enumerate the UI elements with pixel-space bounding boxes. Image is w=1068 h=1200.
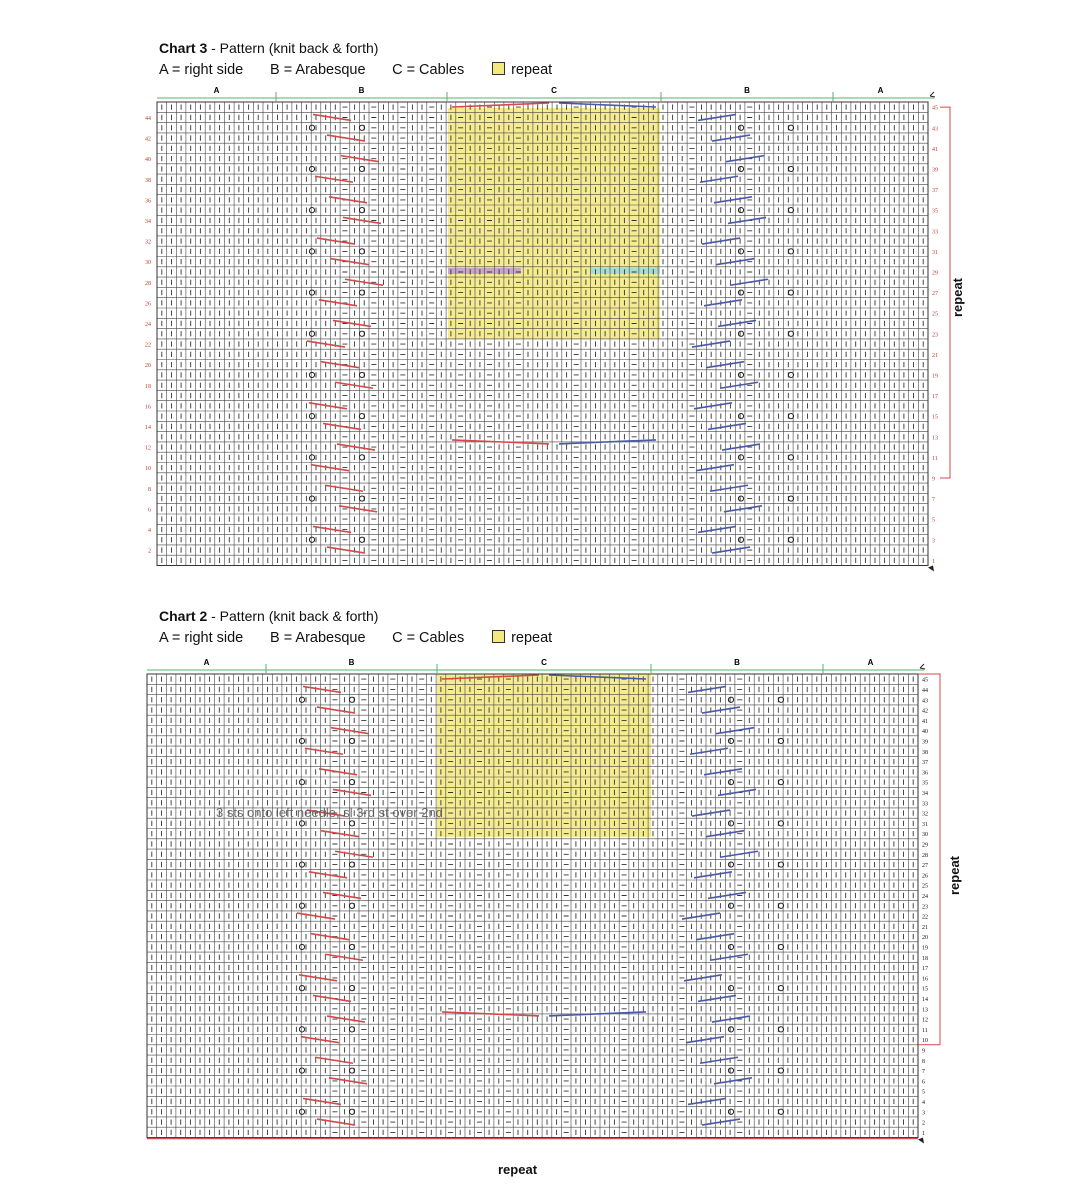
row-number-right: 29	[932, 270, 938, 277]
row-number-left: 32	[145, 239, 151, 246]
chart3-title-rest: - Pattern (knit back & forth)	[207, 40, 379, 56]
row-number-right: 20	[922, 935, 928, 942]
row-number-right: 15	[932, 414, 938, 421]
row-number-right: 30	[922, 832, 928, 839]
row-number-right: 29	[922, 842, 928, 849]
cable-left-stroke	[323, 892, 361, 898]
arabesque-circle-icon	[309, 372, 314, 377]
section-label: B	[734, 658, 740, 667]
row-number-right: 13	[922, 1007, 928, 1014]
row-number-right: 3	[922, 1110, 925, 1117]
row-number-left: 8	[148, 486, 151, 493]
row-number-right: 19	[932, 373, 938, 380]
row-number-right: 45	[932, 105, 938, 112]
row-number-left: 24	[145, 322, 151, 329]
cable-left-stroke	[309, 403, 347, 409]
chart3-legend	[159, 62, 552, 78]
row-number-left: 12	[145, 445, 151, 452]
arabesque-circle-icon	[728, 903, 733, 908]
arabesque-circle-icon	[299, 862, 304, 867]
chart2-title-bold: Chart 2	[159, 608, 208, 624]
cable-right-stroke	[730, 279, 768, 285]
legend-c: C = Cables	[392, 630, 465, 646]
row-number-right: 17	[922, 966, 928, 973]
row-number-right: 13	[932, 435, 938, 442]
chart2-bottom-repeat-label: repeat	[498, 1162, 538, 1177]
arabesque-circle-icon	[728, 1109, 733, 1114]
row-number-right: 5	[922, 1089, 925, 1096]
cable-right-stroke	[714, 1078, 752, 1084]
row-number-right: 27	[932, 291, 938, 298]
arabesque-circle-icon	[728, 986, 733, 991]
row-number-right: 6	[922, 1079, 925, 1086]
arabesque-circle-icon	[309, 537, 314, 542]
row-number-left: 26	[145, 301, 151, 308]
arabesque-circle-icon	[299, 1068, 304, 1073]
row-number-left: 44	[145, 116, 151, 123]
cable-right-stroke	[684, 975, 722, 981]
chart3-grid	[0, 84, 1068, 604]
row-number-right: 22	[922, 914, 928, 921]
arabesque-circle-icon	[299, 821, 304, 826]
section-label: C	[551, 86, 557, 95]
cable-left-stroke	[323, 423, 361, 429]
row-number-right: 43	[922, 698, 928, 705]
arabesque-circle-icon	[738, 125, 743, 130]
arabesque-circle-icon	[728, 862, 733, 867]
row-number-right: 9	[922, 1048, 925, 1055]
cable-left-stroke	[329, 197, 367, 203]
row-number-right: 34	[922, 791, 928, 798]
row-number-right: 33	[932, 229, 938, 236]
row-number-right: 26	[922, 873, 928, 880]
arabesque-circle-icon	[738, 208, 743, 213]
row-number-left: 34	[145, 219, 151, 226]
arabesque-circle-icon	[728, 1068, 733, 1073]
row-number-right: 5	[932, 517, 935, 524]
row-number-right: 8	[922, 1058, 925, 1065]
legend-repeat: repeat	[511, 630, 553, 646]
cable-left-stroke	[317, 238, 355, 244]
row-number-left: 38	[145, 177, 151, 184]
arabesque-circle-icon	[738, 249, 743, 254]
repeat-swatch-icon	[492, 62, 505, 75]
row-number-right: 2	[922, 1120, 925, 1127]
row-number-left: 30	[145, 260, 151, 267]
section-label: A	[877, 86, 884, 95]
row-number-right: 10	[922, 1038, 928, 1045]
section-label: A	[203, 658, 210, 667]
row-number-right: 21	[932, 352, 938, 359]
row-number-right: 11	[932, 455, 938, 462]
cable-right-stroke	[702, 1119, 740, 1125]
cable-right-stroke	[700, 176, 738, 182]
section-label: A	[867, 658, 874, 667]
row-number-left: 22	[145, 342, 151, 349]
cable-left-stroke	[319, 300, 357, 306]
row-number-right: 37	[922, 760, 928, 767]
arabesque-circle-icon	[299, 1027, 304, 1032]
row-number-right: 40	[922, 729, 928, 736]
arabesque-circle-icon	[299, 738, 304, 743]
cable-left-stroke	[313, 995, 351, 1001]
chart3-title	[159, 40, 378, 56]
row-number-right: 1	[932, 558, 935, 565]
arabesque-circle-icon	[738, 496, 743, 501]
cable-right-stroke	[696, 934, 734, 940]
cable-right-stroke	[704, 300, 742, 306]
cable-right-stroke	[694, 403, 732, 409]
chart2-title	[159, 608, 378, 624]
chart3-side-repeat-label: repeat	[950, 277, 966, 318]
row-number-left: 10	[145, 466, 151, 473]
cable-right-stroke	[724, 506, 762, 512]
arabesque-circle-icon	[299, 903, 304, 908]
arrow-top-icon	[930, 92, 935, 97]
arabesque-circle-icon	[728, 821, 733, 826]
row-number-left: 28	[145, 280, 151, 287]
arabesque-circle-icon	[728, 1027, 733, 1032]
chart2-grid	[0, 652, 1068, 1172]
cable-left-stroke	[319, 769, 357, 775]
row-number-right: 28	[922, 852, 928, 859]
arabesque-circle-icon	[738, 537, 743, 542]
arabesque-circle-icon	[299, 780, 304, 785]
row-number-right: 25	[922, 883, 928, 890]
row-number-right: 19	[922, 945, 928, 952]
arabesque-circle-icon	[728, 944, 733, 949]
cable-right-stroke	[712, 135, 750, 141]
chart2-title-rest: - Pattern (knit back & forth)	[207, 608, 379, 624]
row-number-right: 14	[922, 997, 928, 1004]
row-number-right: 41	[922, 718, 928, 725]
arabesque-circle-icon	[738, 372, 743, 377]
row-number-right: 11	[922, 1027, 928, 1034]
row-number-right: 15	[922, 986, 928, 993]
cable-right-stroke	[712, 547, 750, 553]
arabesque-circle-icon	[299, 697, 304, 702]
arabesque-circle-icon	[299, 1109, 304, 1114]
chart2-annotation: 3 sts onto left needle, sl 3rd st over 2nd	[216, 805, 443, 820]
arabesque-circle-icon	[309, 331, 314, 336]
arabesque-circle-icon	[728, 738, 733, 743]
legend-a: A = right side	[159, 630, 244, 646]
cable-right-stroke	[704, 769, 742, 775]
arabesque-circle-icon	[309, 166, 314, 171]
section-label: C	[541, 658, 547, 667]
chart2-legend	[159, 630, 552, 646]
section-label: B	[358, 86, 365, 95]
row-number-right: 39	[932, 167, 938, 174]
row-number-right: 45	[922, 677, 928, 684]
row-number-right: 3	[932, 538, 935, 545]
arrow-bottom-icon	[918, 1138, 924, 1144]
arabesque-circle-icon	[309, 496, 314, 501]
row-number-left: 4	[148, 528, 151, 535]
row-number-right: 42	[922, 708, 928, 715]
row-number-right: 4	[922, 1100, 925, 1107]
row-number-right: 21	[922, 924, 928, 931]
row-number-right: 36	[922, 770, 928, 777]
cable-left-stroke	[335, 382, 373, 388]
cable-left-stroke	[333, 320, 371, 326]
cable-right-stroke	[694, 872, 732, 878]
row-number-left: 20	[145, 363, 151, 370]
row-number-left: 40	[145, 157, 151, 164]
row-number-right: 12	[922, 1017, 928, 1024]
repeat-bracket	[940, 107, 950, 478]
row-number-right: 33	[922, 801, 928, 808]
row-number-right: 31	[922, 821, 928, 828]
arabesque-circle-icon	[309, 125, 314, 130]
row-number-right: 41	[932, 146, 938, 153]
arabesque-circle-icon	[738, 455, 743, 460]
cable-right-stroke	[718, 789, 756, 795]
arabesque-circle-icon	[309, 208, 314, 213]
row-number-right: 7	[922, 1069, 925, 1076]
cable-left-stroke	[309, 872, 347, 878]
arabesque-circle-icon	[738, 166, 743, 171]
cable-right-stroke	[702, 707, 740, 713]
row-number-left: 6	[148, 507, 151, 514]
row-number-right: 43	[932, 126, 938, 133]
repeat-swatch-icon	[492, 630, 505, 643]
arabesque-circle-icon	[309, 290, 314, 295]
row-number-right: 18	[922, 955, 928, 962]
row-number-right: 16	[922, 976, 928, 983]
chart2-side-repeat-label: repeat	[947, 855, 963, 896]
row-number-right: 35	[932, 208, 938, 215]
cable-left-stroke	[299, 975, 337, 981]
arabesque-circle-icon	[309, 249, 314, 254]
row-number-left: 42	[145, 136, 151, 143]
row-number-left: 16	[145, 404, 151, 411]
row-number-right: 24	[922, 894, 928, 901]
cable-c-top-right	[559, 103, 656, 107]
arabesque-circle-icon	[738, 331, 743, 336]
cable-right-stroke	[706, 362, 744, 368]
row-number-right: 32	[922, 811, 928, 818]
row-number-right: 39	[922, 739, 928, 746]
chart-gridlines	[157, 102, 928, 566]
row-number-left: 36	[145, 198, 151, 205]
row-number-right: 37	[932, 188, 938, 195]
cable-right-stroke	[714, 197, 752, 203]
row-number-right: 25	[932, 311, 938, 318]
section-label: A	[213, 86, 220, 95]
cable-c-top-left	[452, 103, 549, 107]
row-number-left: 14	[145, 425, 151, 432]
arrow-bottom-icon	[928, 566, 934, 572]
arabesque-circle-icon	[738, 414, 743, 419]
arabesque-circle-icon	[728, 697, 733, 702]
row-number-right: 1	[922, 1130, 925, 1137]
row-number-right: 23	[932, 332, 938, 339]
legend-repeat: repeat	[511, 62, 553, 78]
row-number-right: 27	[922, 863, 928, 870]
arabesque-circle-icon	[309, 455, 314, 460]
arabesque-circle-icon	[738, 290, 743, 295]
cable-right-stroke	[690, 748, 728, 754]
cable-right-stroke	[720, 851, 758, 857]
arrow-top-icon	[920, 664, 925, 669]
legend-b: B = Arabesque	[270, 630, 366, 646]
arabesque-circle-icon	[728, 780, 733, 785]
row-number-left: 18	[145, 383, 151, 390]
section-label: B	[348, 658, 355, 667]
row-number-right: 38	[922, 749, 928, 756]
section-label: B	[744, 86, 750, 95]
arabesque-circle-icon	[299, 944, 304, 949]
cable-right-stroke	[728, 217, 766, 223]
row-number-right: 9	[932, 476, 935, 483]
cable-left-stroke	[325, 954, 363, 960]
row-number-left: 2	[148, 548, 151, 555]
legend-a: A = right side	[159, 62, 244, 78]
row-number-right: 7	[932, 497, 935, 504]
arabesque-circle-icon	[299, 986, 304, 991]
row-number-right: 31	[932, 249, 938, 256]
chart-gridlines	[147, 674, 918, 1138]
row-number-right: 35	[922, 780, 928, 787]
legend-c: C = Cables	[392, 62, 465, 78]
arabesque-circle-icon	[309, 414, 314, 419]
legend-b: B = Arabesque	[270, 62, 366, 78]
chart3-title-bold: Chart 3	[159, 40, 208, 56]
row-number-right: 44	[922, 688, 928, 695]
row-number-right: 23	[922, 904, 928, 911]
row-number-right: 17	[932, 394, 938, 401]
